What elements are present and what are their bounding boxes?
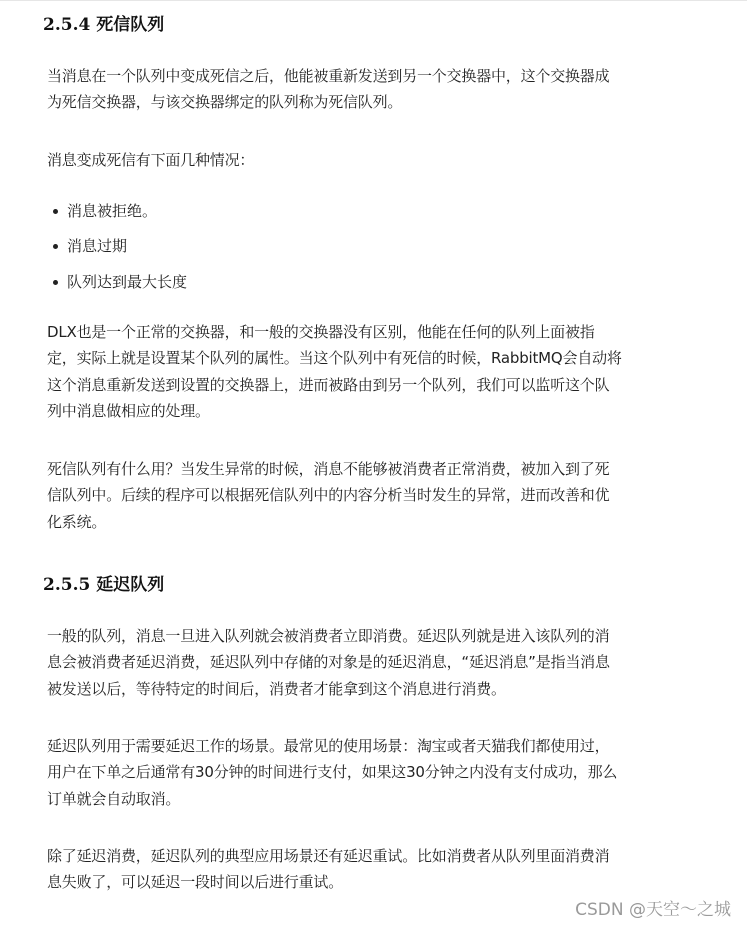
list-item-text: 消息过期	[67, 237, 128, 255]
text-line: 信队列中。后续的程序可以根据死信队列中的内容分析当时发生的异常，进而改善和优	[47, 486, 610, 505]
list-item	[50, 199, 157, 223]
text-line: 订单就会自动取消。	[47, 789, 181, 808]
paragraph	[47, 733, 707, 812]
text-line: 息失败了，可以延迟一段时间以后进行重试。	[47, 873, 344, 892]
text-line: 一般的队列，消息一旦进入队列就会被消费者立即消费。延迟队列就是进入该队列的消	[47, 627, 610, 645]
paragraph	[47, 456, 707, 535]
paragraph	[47, 843, 707, 896]
list-item	[50, 234, 127, 258]
paragraph	[47, 623, 707, 702]
list-item	[50, 270, 187, 294]
section-heading: 2.5.5 延迟队列	[43, 575, 165, 595]
list-item-text: 消息被拒绝。	[67, 202, 158, 220]
top-divider	[0, 0, 747, 1]
text-line: 死信队列有什么用？当发生异常的时候，消息不能够被消费者正常消费，被加入到了死	[47, 460, 610, 478]
watermark: CSDN @天空～之城	[575, 900, 731, 920]
paragraph	[47, 63, 707, 116]
paragraph	[47, 147, 707, 173]
text-line: 延迟队列用于需要延迟工作的场景。最常见的使用场景：淘宝或者天猫我们都使用过，	[47, 737, 610, 755]
text-line: 被发送以后，等待特定的时间后，消费者才能拿到这个消息进行消费。	[47, 679, 506, 698]
section-heading: 2.5.4 死信队列	[43, 15, 165, 35]
text-line: DLX也是一个正常的交换器，和一般的交换器没有区别，他能在任何的队列上面被指	[47, 323, 595, 341]
list-item-text: 队列达到最大长度	[67, 273, 188, 291]
text-line: 定，实际上就是设置某个队列的属性。当这个队列中有死信的时候，RabbitMQ会自动将	[47, 349, 622, 368]
text-line: 化系统。	[47, 512, 107, 531]
text-line: 列中消息做相应的处理。	[47, 401, 210, 420]
text-line: 息会被消费者延迟消费，延迟队列中存储的对象是的延迟消息，“延迟消息”是指当消息	[47, 653, 610, 672]
paragraph	[47, 319, 707, 424]
text-line: 消息变成死信有下面几种情况：	[47, 151, 255, 169]
text-line: 用户在下单之后通常有30分钟的时间进行支付，如果这30分钟之内没有支付成功，那么	[47, 763, 618, 782]
text-line: 为死信交换器，与该交换器绑定的队列称为死信队列。	[47, 93, 403, 112]
text-line: 这个消息重新发送到设置的交换器上，进而被路由到另一个队列，我们可以监听这个队	[47, 375, 610, 394]
text-line: 除了延迟消费，延迟队列的典型应用场景还有延迟重试。比如消费者从队列里面消费消	[47, 847, 610, 865]
text-line: 当消息在一个队列中变成死信之后，他能被重新发送到另一个交换器中，这个交换器成	[47, 67, 610, 85]
